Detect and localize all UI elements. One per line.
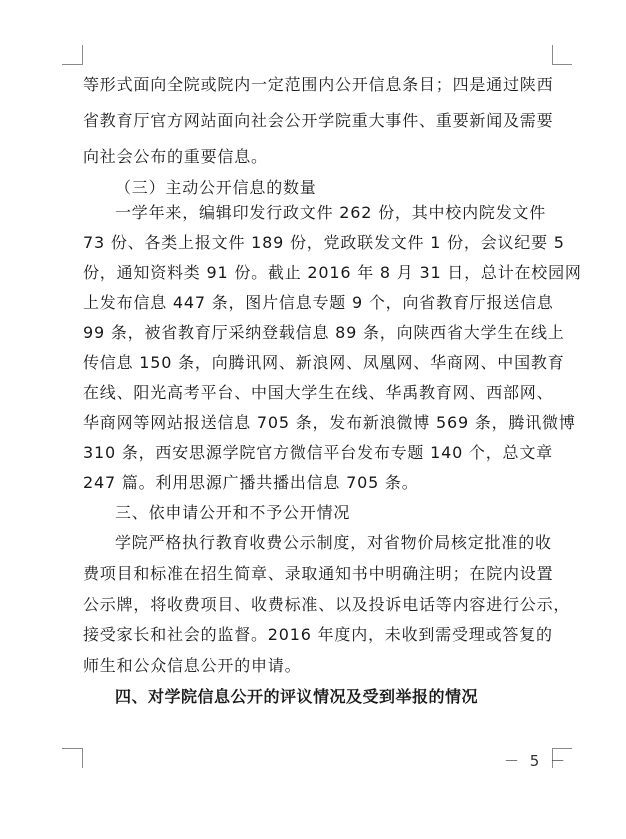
text-line: 费项目和标准在招生简章、录取通知书中明确注明；在院内设置 — [83, 564, 554, 583]
crop-mark-top-right-h — [552, 64, 572, 65]
crop-mark-top-left-v — [82, 45, 83, 65]
page-number: － 5 － — [504, 752, 569, 770]
text-line: 310 条，西安思源学院官方微信平台发布专题 140 个，总文章 — [83, 443, 553, 462]
text-line: 公示牌，将收费项目、收费标准、以及投诉电话等内容进行公示， — [83, 595, 571, 614]
text-line: 在线、阳光高考平台、中国大学生在线、华禹教育网、西部网、 — [83, 383, 554, 402]
text-line: 华商网等网站报送信息 705 条，发布新浪微博 569 条，腾讯微博 — [83, 413, 576, 432]
section-heading-three: 三、依申请公开和不予公开情况 — [115, 503, 351, 522]
text-line: 学院严格执行教育收费公示制度，对省物价局核定批准的收 — [115, 533, 552, 552]
text-line: 等形式面向全院或院内一定范围内公开信息条目；四是通过陕西 — [83, 75, 554, 94]
text-line: 接受家长和社会的监督。2016 年度内，未收到需受理或答复的 — [83, 625, 553, 644]
text-line: 向社会公布的重要信息。 — [83, 147, 268, 166]
text-line: 省教育厅官方网站面向社会公开学院重大事件、重要新闻及需要 — [83, 111, 554, 130]
text-line: 一学年来，编辑印发行政文件 262 份，其中校内院发文件 — [115, 203, 547, 222]
text-line: 73 份、各类上报文件 189 份，党政联发文件 1 份，会议纪要 5 — [83, 233, 565, 252]
text-line: 传信息 150 条，向腾讯网、新浪网、凤凰网、华商网、中国教育 — [83, 353, 565, 372]
text-line: 上发布信息 447 条，图片信息专题 9 个，向省教育厅报送信息 — [83, 293, 554, 312]
crop-mark-top-left-h — [62, 64, 82, 65]
section-heading-3: （三）主动公开信息的数量 — [115, 178, 317, 197]
text-line: 师生和公众信息公开的申请。 — [83, 656, 302, 675]
crop-mark-bottom-right-h — [552, 748, 572, 749]
text-line: 247 篇。利用思源广播共播出信息 705 条。 — [83, 473, 419, 492]
crop-mark-bottom-left-v — [82, 748, 83, 768]
text-line: 份，通知资料类 91 份。截止 2016 年 8 月 31 日，总计在校园网 — [83, 263, 582, 282]
text-line: 99 条，被省教育厅采纳登载信息 89 条，向陕西省大学生在线上 — [83, 323, 565, 342]
crop-mark-bottom-left-h — [62, 748, 82, 749]
section-heading-four: 四、对学院信息公开的评议情况及受到举报的情况 — [115, 687, 479, 706]
crop-mark-top-right-v — [552, 45, 553, 65]
